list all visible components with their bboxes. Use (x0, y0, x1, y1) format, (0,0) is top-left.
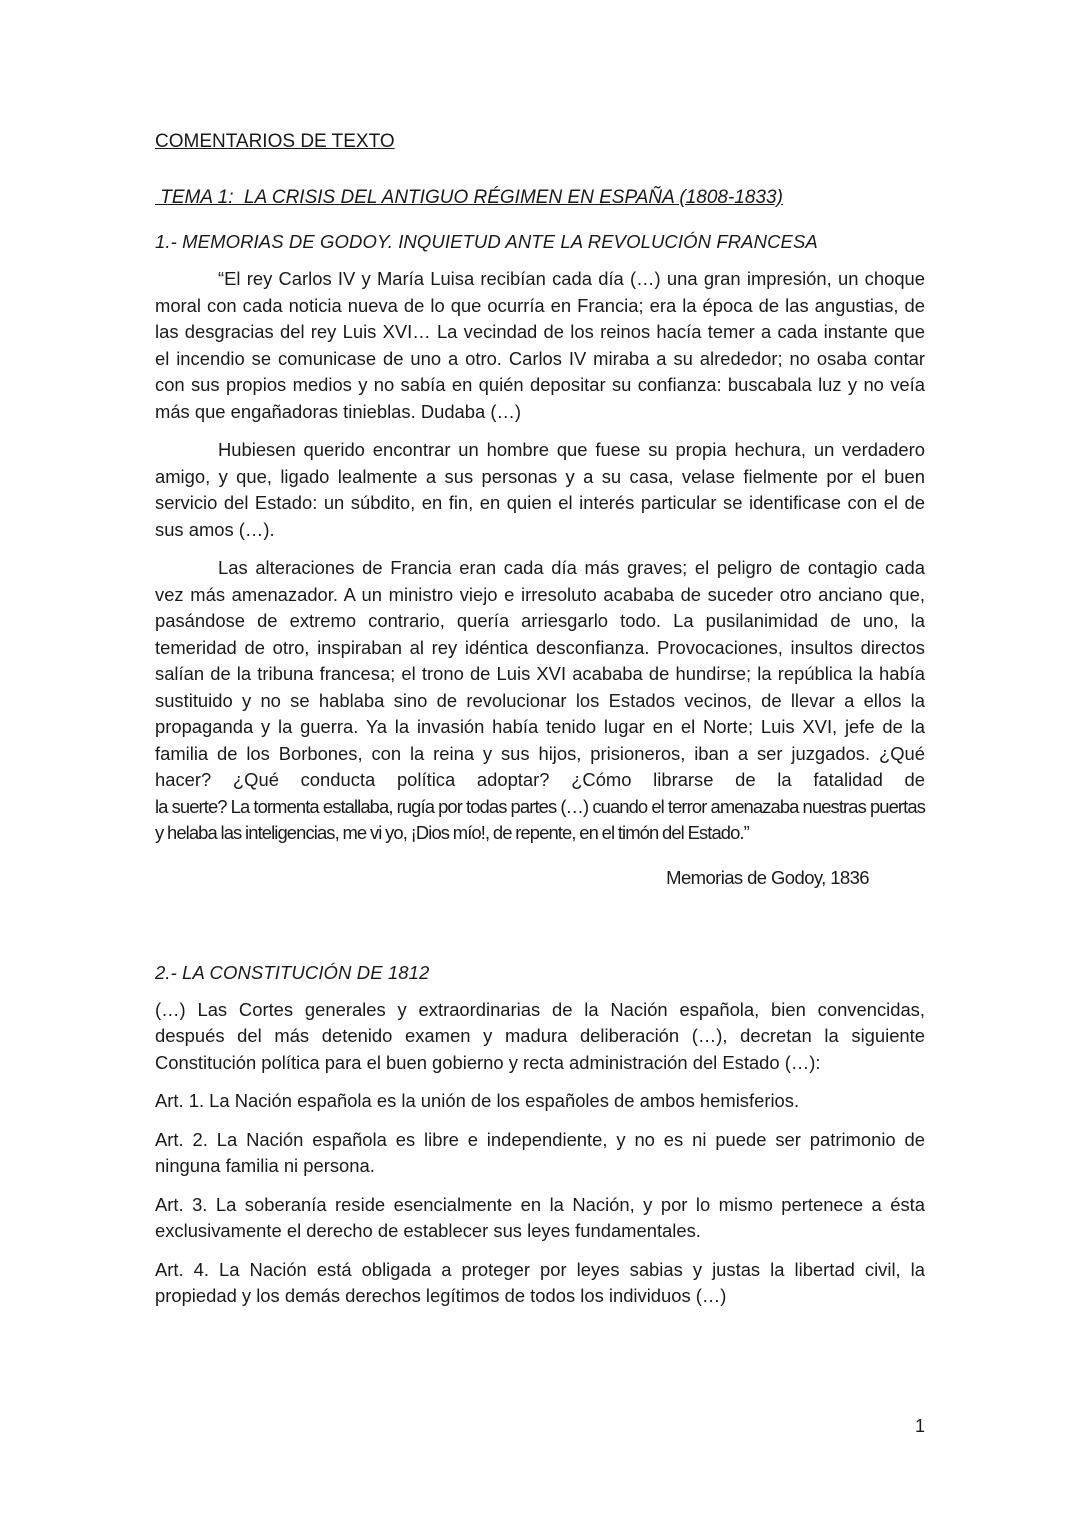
godoy-paragraph-3-ending: la suerte? La tormenta estallaba, rugía por todas partes (…) cuando el terror amenazaba nuestras puertas y helaba las inteligencias, me vi yo, ¡Dios mío!, de repente, en el timón del Estado.” (155, 795, 925, 843)
source-citation: Memorias de Godoy, 1836 (666, 866, 869, 888)
document-heading: COMENTARIOS DE TEXTO (155, 131, 395, 152)
constitution-article-1: Art. 1. La Nación española es la unión de los españoles de ambos hemisferios. (155, 1090, 800, 1111)
constitution-article-3: Art. 3. La soberanía reside esencialmente en la Nación, y por lo mismo pertenece a ésta exclusivamente el derecho de establecer sus leyes fundamentales. (155, 1193, 925, 1241)
constitution-article-4: Art. 4. La Nación está obligada a proteger por leyes sabias y justas la libertad civil, la propiedad y los demás derechos legítimos de todos los individuos (…) (155, 1258, 925, 1306)
godoy-paragraph-1: “El rey Carlos IV y María Luisa recibían cada día (…) una gran impresión, un choque moral con cada noticia nueva de lo que ocurría en Francia; era la época de las angustias, de las desgracias del rey Luis XVI… La vecindad de los reinos hacía temer a cada instante que el incendio se comunicase de uno a otro. Carlos IV miraba a su alrededor; no osaba contar con sus propios medios y no sabía en quién depositar su confianza: buscabala luz y no veía más que engañadoras tinieblas. Dudaba (…) (155, 268, 925, 422)
section-godoy (155, 228, 925, 891)
page-content (155, 128, 925, 1310)
godoy-paragraph-2: Hubiesen querido encontrar un hombre que fuese su propia hechura, un verdadero amigo, y que, ligado lealmente a sus personas y a su casa, velase fielmente por el buen servicio del Estado: un súbdito, en fin, en quien el interés particular se identificase con el de sus amos (…). (155, 439, 925, 540)
godoy-paragraph-3-block (155, 555, 925, 847)
page-number: 1 (914, 1416, 925, 1436)
constitution-article-2: Art. 2. La Nación española es libre e independiente, y no es ni puede ser patrimonio de ninguna familia ni persona. (155, 1128, 925, 1176)
topic-title: TEMA 1: LA CRISIS DEL ANTIGUO RÉGIMEN EN ESPAÑA (1808-1833) (155, 187, 783, 208)
constitution-preamble: (…) Las Cortes generales y extraordinarias de la Nación española, bien convencidas, después del más detenido examen y madura deliberación (…), decretan la siguiente Constitución política para el buen gobierno y recta administración del Estado (…): (155, 998, 925, 1073)
section-title-constitution: 2.- LA CONSTITUCIÓN DE 1812 (155, 961, 430, 983)
section-title-godoy: 1.- MEMORIAS DE GODOY. INQUIETUD ANTE LA REVOLUCIÓN FRANCESA (155, 231, 818, 252)
section-constitution (155, 959, 925, 1310)
godoy-paragraph-3: Las alteraciones de Francia eran cada día más graves; el peligro de contagio cada vez más amenazador. A un ministro viejo e irresoluto acababa de suceder otro anciano que, pasándose de extremo contrario, quería arriesgarlo todo. La pusilanimidad de uno, la temeridad de otro, inspiraban al rey idéntica desconfianza. Provocaciones, insultos directos salían de la tribuna francesa; el trono de Luis XVI acababa de hundirse; la república la había sustituido y no se hablaba sino de revolucionar los Estados vecinos, de llevar a ellos la propaganda y la guerra. Ya la invasión había tenido lugar en el Norte; Luis XVI, jefe de la familia de los Borbones, con la reina y sus hijos, prisioneros, iban a ser juzgados. ¿Qué hacer? ¿Qué conducta política adoptar? ¿Cómo librarse de la fatalidad de (155, 557, 925, 790)
